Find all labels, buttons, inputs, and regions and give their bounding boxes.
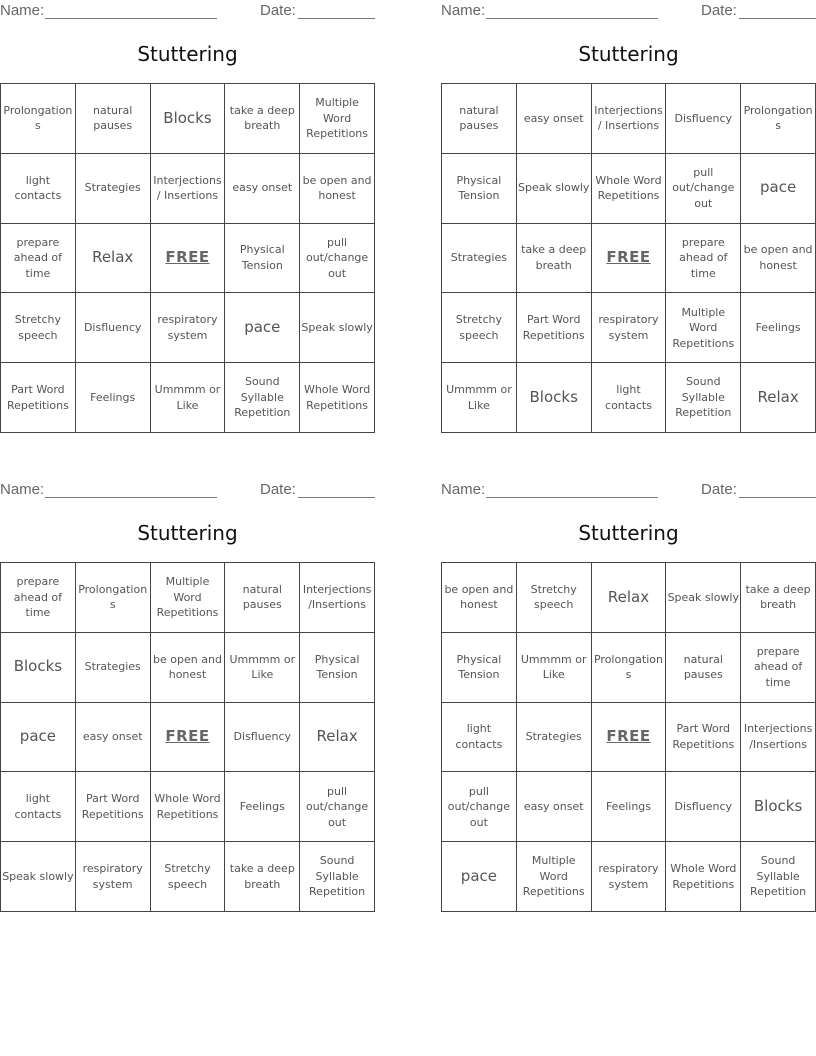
name-blank-line [45, 2, 217, 19]
bingo-grid [441, 83, 816, 433]
bingo-cell: pace [741, 154, 816, 224]
bingo-cell: Speak slowly [300, 293, 375, 363]
bingo-cell: Strategies [76, 154, 151, 224]
bingo-cell: Ummmm or Like [517, 633, 592, 703]
bingo-cell: respiratory system [592, 842, 667, 912]
date-label: Date: [260, 481, 296, 498]
bingo-cell: take a deep breath [225, 84, 300, 154]
bingo-cell: Whole Word Repetitions [300, 363, 375, 433]
bingo-cell: pace [1, 703, 76, 773]
bingo-cell: Part Word Repetitions [76, 772, 151, 842]
name-blank-line [486, 481, 658, 498]
bingo-cell: Multiple Word Repetitions [666, 293, 741, 363]
bingo-cell: easy onset [517, 84, 592, 154]
bingo-cell: Disfluency [666, 84, 741, 154]
bingo-cell: Whole Word Repetitions [666, 842, 741, 912]
bingo-card [441, 0, 816, 432]
bingo-cell: Multiple Word Repetitions [300, 84, 375, 154]
bingo-cell: Stretchy speech [517, 563, 592, 633]
bingo-cell: Blocks [1, 633, 76, 703]
bingo-cell: pull out/change out [300, 772, 375, 842]
card-title: Stuttering [137, 521, 238, 545]
name-date-row [441, 481, 816, 499]
bingo-cell: easy onset [225, 154, 300, 224]
date-label: Date: [260, 2, 296, 19]
bingo-cell: Prolongations [1, 84, 76, 154]
date-label: Date: [701, 2, 737, 19]
bingo-cell: Part Word Repetitions [517, 293, 592, 363]
name-label: Name: [0, 481, 45, 498]
bingo-cell: Stretchy speech [1, 293, 76, 363]
bingo-cell: Blocks [741, 772, 816, 842]
bingo-cell: Disfluency [76, 293, 151, 363]
date-blank-line [739, 2, 816, 19]
bingo-cell: Interjections/Insertions [741, 703, 816, 773]
bingo-cell: Ummmm or Like [225, 633, 300, 703]
bingo-cell: Blocks [517, 363, 592, 433]
bingo-cell: natural pauses [666, 633, 741, 703]
bingo-cell: Part Word Repetitions [1, 363, 76, 433]
bingo-card [0, 0, 375, 432]
bingo-cell: Relax [300, 703, 375, 773]
bingo-cell: Physical Tension [300, 633, 375, 703]
bingo-cell: be open and honest [741, 224, 816, 294]
bingo-cell: be open and honest [442, 563, 517, 633]
bingo-cell: Disfluency [666, 772, 741, 842]
bingo-cell: Speak slowly [666, 563, 741, 633]
bingo-cell: take a deep breath [225, 842, 300, 912]
bingo-cell: Sound Syllable Repetition [666, 363, 741, 433]
bingo-cell: pace [225, 293, 300, 363]
bingo-cell: Sound Syllable Repetition [300, 842, 375, 912]
bingo-cell: Speak slowly [1, 842, 76, 912]
bingo-cell: easy onset [517, 772, 592, 842]
bingo-cell: respiratory system [76, 842, 151, 912]
bingo-cell: Sound Syllable Repetition [741, 842, 816, 912]
bingo-cell: Part Word Repetitions [666, 703, 741, 773]
date-blank-line [298, 481, 375, 498]
name-blank-line [45, 481, 217, 498]
bingo-card [441, 479, 816, 911]
bingo-cell: take a deep breath [517, 224, 592, 294]
bingo-cell: take a deep breath [741, 563, 816, 633]
name-label: Name: [441, 2, 486, 19]
bingo-cell: Relax [592, 563, 667, 633]
bingo-cell: Sound Syllable Repetition [225, 363, 300, 433]
bingo-cell: pull out/change out [666, 154, 741, 224]
date-label: Date: [701, 481, 737, 498]
date-blank-line [739, 481, 816, 498]
bingo-cell: Ummmm or Like [442, 363, 517, 433]
free-space: FREE [592, 224, 667, 294]
name-label: Name: [441, 481, 486, 498]
free-space: FREE [151, 703, 226, 773]
bingo-cell: Physical Tension [442, 154, 517, 224]
bingo-cell: Feelings [225, 772, 300, 842]
bingo-grid [441, 562, 816, 912]
bingo-cell: Feelings [76, 363, 151, 433]
name-date-row [0, 2, 375, 20]
bingo-cell: light contacts [1, 154, 76, 224]
date-blank-line [298, 2, 375, 19]
card-title: Stuttering [137, 42, 238, 66]
bingo-cell: Ummmm or Like [151, 363, 226, 433]
bingo-cell: Interjections/ Insertions [592, 84, 667, 154]
bingo-cell: prepare ahead of time [1, 563, 76, 633]
bingo-cell: Prolongations [76, 563, 151, 633]
bingo-cell: Feelings [592, 772, 667, 842]
bingo-cell: respiratory system [592, 293, 667, 363]
name-date-row [441, 2, 816, 20]
bingo-cell: light contacts [592, 363, 667, 433]
bingo-cell: Prolongations [592, 633, 667, 703]
bingo-cell: natural pauses [225, 563, 300, 633]
bingo-cell: respiratory system [151, 293, 226, 363]
bingo-cell: Strategies [76, 633, 151, 703]
name-label: Name: [0, 2, 45, 19]
bingo-cell: Stretchy speech [442, 293, 517, 363]
bingo-grid [0, 83, 375, 433]
bingo-cell: Interjections/ Insertions [151, 154, 226, 224]
bingo-cell: pace [442, 842, 517, 912]
bingo-cell: Disfluency [225, 703, 300, 773]
bingo-cell: Stretchy speech [151, 842, 226, 912]
bingo-cell: pull out/change out [442, 772, 517, 842]
bingo-cell: Feelings [741, 293, 816, 363]
bingo-cell: pull out/change out [300, 224, 375, 294]
free-space: FREE [592, 703, 667, 773]
bingo-cell: Multiple Word Repetitions [151, 563, 226, 633]
bingo-cell: Relax [76, 224, 151, 294]
bingo-cell: natural pauses [442, 84, 517, 154]
bingo-cell: light contacts [442, 703, 517, 773]
bingo-cell: Strategies [442, 224, 517, 294]
bingo-cell: be open and honest [300, 154, 375, 224]
bingo-cell: easy onset [76, 703, 151, 773]
bingo-cell: Whole Word Repetitions [592, 154, 667, 224]
card-title: Stuttering [578, 42, 679, 66]
bingo-cell: Physical Tension [442, 633, 517, 703]
bingo-cell: Physical Tension [225, 224, 300, 294]
name-date-row [0, 481, 375, 499]
bingo-grid [0, 562, 375, 912]
bingo-cell: prepare ahead of time [1, 224, 76, 294]
bingo-card [0, 479, 375, 911]
bingo-cell: Prolongations [741, 84, 816, 154]
bingo-cell: Whole Word Repetitions [151, 772, 226, 842]
bingo-cell: Relax [741, 363, 816, 433]
bingo-cell: prepare ahead of time [666, 224, 741, 294]
bingo-cell: Strategies [517, 703, 592, 773]
bingo-cell: light contacts [1, 772, 76, 842]
bingo-cell: Multiple Word Repetitions [517, 842, 592, 912]
bingo-cell: natural pauses [76, 84, 151, 154]
bingo-cell: Interjections/Insertions [300, 563, 375, 633]
bingo-cell: Speak slowly [517, 154, 592, 224]
name-blank-line [486, 2, 658, 19]
bingo-cell: prepare ahead of time [741, 633, 816, 703]
free-space: FREE [151, 224, 226, 294]
bingo-cell: Blocks [151, 84, 226, 154]
card-title: Stuttering [578, 521, 679, 545]
bingo-cell: be open and honest [151, 633, 226, 703]
